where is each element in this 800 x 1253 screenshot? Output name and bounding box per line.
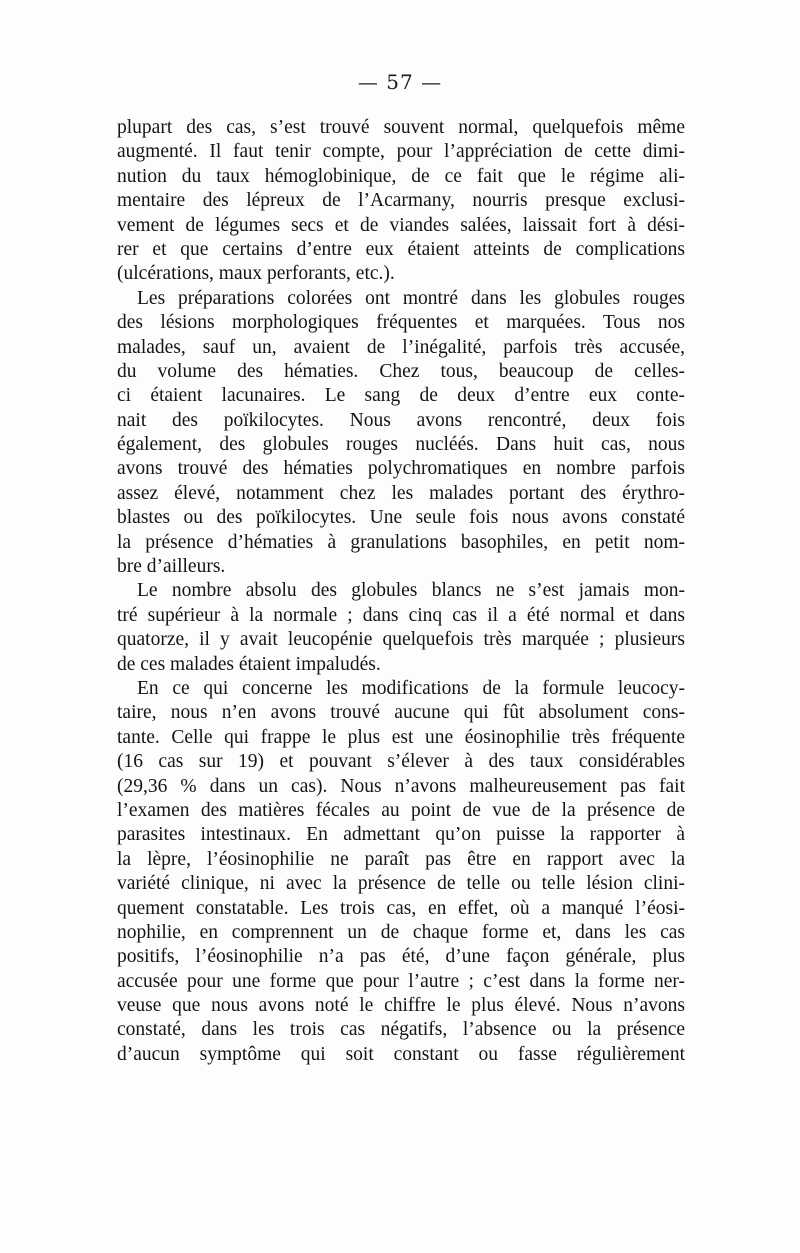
text-line: tante. Celle qui frappe le plus est une éosinophilie très fréquente <box>117 726 685 748</box>
page-number: — 57 — <box>357 70 443 94</box>
text-line: parasites intestinaux. En admettant qu’on puisse la rapporter à <box>117 824 685 846</box>
text-line: ci étaient lacunaires. Le sang de deux d’entre eux conte- <box>117 385 685 407</box>
text-line: nait des poïkilocytes. Nous avons rencontré, deux fois <box>117 409 685 431</box>
text-line: plupart des cas, s’est trouvé souvent normal, quelquefois même <box>117 117 685 138</box>
text-line: veuse que nous avons noté le chiffre le plus élevé. Nous n’avons <box>117 995 685 1017</box>
text-line: variété clinique, ni avec la présence de telle ou telle lésion clini- <box>117 873 685 895</box>
text-line: avons trouvé des hématies polychromatiques en nombre parfois <box>117 458 685 480</box>
text-line: vement de légumes secs et de viandes salées, laissait fort à dési- <box>117 214 685 236</box>
text-line: quement constatable. Les trois cas, en effet, où a manqué l’éosi- <box>117 897 685 919</box>
text-line: blastes ou des poïkilocytes. Une seule fois nous avons constaté <box>117 507 685 529</box>
text-line: Le nombre absolu des globules blancs ne s’est jamais mon- <box>137 580 685 602</box>
body-text <box>117 116 685 1067</box>
text-line: d’aucun symptôme qui soit constant ou fasse régulièrement <box>117 1043 685 1065</box>
text-line: quatorze, il y avait leucopénie quelquefois très marquée ; plusieurs <box>117 629 685 651</box>
text-line: malades, sauf un, avaient de l’inégalité, parfois très accusée, <box>117 336 685 358</box>
text-line: la présence d’hématies à granulations basophiles, en petit nom- <box>117 531 685 553</box>
text-line: des lésions morphologiques fréquentes et marquées. Tous nos <box>117 312 685 334</box>
text-line: nophilie, en comprennent un de chaque forme et, dans les cas <box>117 921 685 943</box>
text-line: positifs, l’éosinophilie n’a pas été, d’une façon générale, plus <box>117 946 685 968</box>
text-line: Les préparations colorées ont montré dans les globules rouges <box>137 287 685 309</box>
text-line: accusée pour une forme que pour l’autre ; c’est dans la forme ner- <box>117 970 685 992</box>
text-line: mentaire des lépreux de l’Acarmany, nourris presque exclusi- <box>117 190 685 212</box>
text-line: nution du taux hémoglobinique, de ce fait que le régime ali- <box>117 165 685 187</box>
text-line: rer et que certains d’entre eux étaient atteints de complications <box>117 238 685 260</box>
text-line: (16 cas sur 19) et pouvant s’élever à des taux considérables <box>117 751 685 773</box>
text-line: (29,36 % dans un cas). Nous n’avons malheureusement pas fait <box>117 775 685 797</box>
text-line: augmenté. Il faut tenir compte, pour l’appréciation de cette dimi- <box>117 141 685 163</box>
text-line: la lèpre, l’éosinophilie ne paraît pas être en rapport avec la <box>117 848 685 870</box>
text-line: taire, nous n’en avons trouvé aucune qui fût absolument cons- <box>117 702 685 724</box>
text-line: En ce qui concerne les modifications de la formule leucocy- <box>137 677 685 699</box>
text-line: bre d’ailleurs. <box>117 556 226 578</box>
text-line: assez élevé, notamment chez les malades portant des érythro- <box>117 482 685 504</box>
text-line: constaté, dans les trois cas négatifs, l’absence ou la présence <box>117 1019 685 1041</box>
text-line: l’examen des matières fécales au point de vue de la présence de <box>117 799 685 821</box>
text-line: du volume des hématies. Chez tous, beaucoup de celles- <box>117 360 685 382</box>
text-line: de ces malades étaient impaludés. <box>117 653 381 675</box>
text-line: également, des globules rouges nucléés. Dans huit cas, nous <box>117 434 685 456</box>
text-line: tré supérieur à la normale ; dans cinq cas il a été normal et dans <box>117 604 685 626</box>
text-line: (ulcérations, maux perforants, etc.). <box>117 263 395 285</box>
